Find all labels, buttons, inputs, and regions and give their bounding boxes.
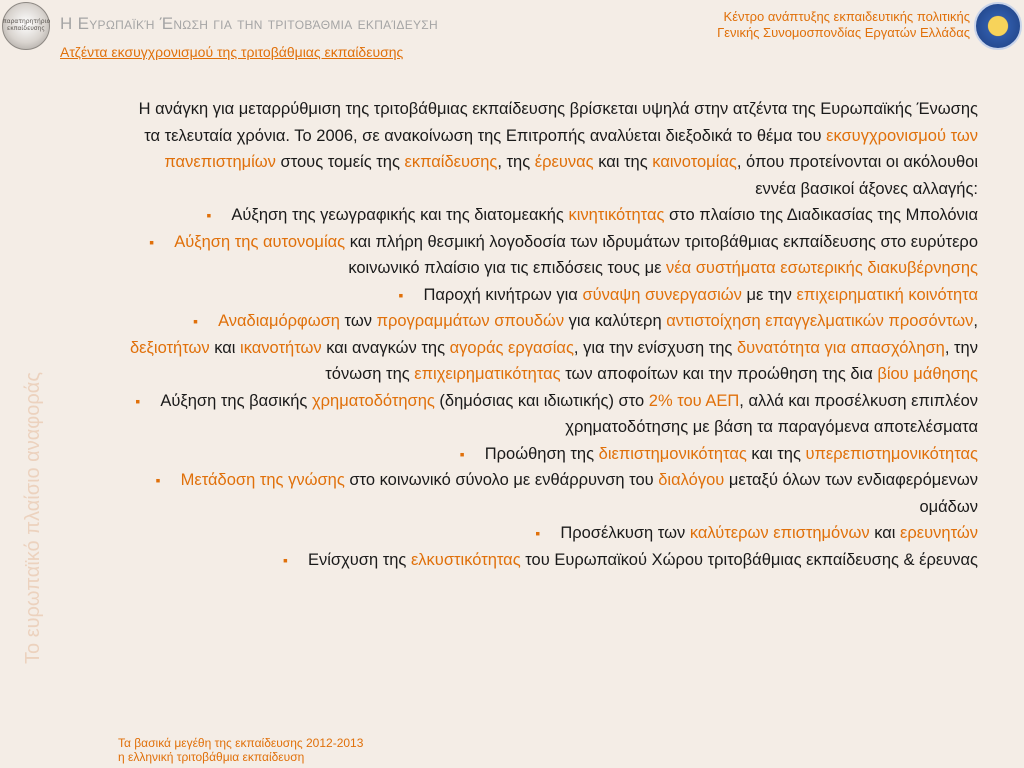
bullet-text: Ενίσχυση της	[307, 550, 411, 569]
bullet-highlight: Αναδιαμόρφωση	[218, 312, 340, 330]
bullet-item-8	[120, 520, 978, 547]
bullet-item-9	[120, 547, 978, 574]
bullet-highlight: νέα συστήματα εσωτερικής διακυβέρνησης	[666, 259, 978, 277]
bullet-highlight: καλύτερων επιστημόνων	[689, 524, 870, 542]
bullet-item-3	[120, 282, 978, 309]
bullet-text: των	[339, 312, 377, 330]
organization-line-2: Γενικής Συνομοσπονδίας Εργατών Ελλάδας	[717, 25, 970, 40]
observatory-logo-text: παρατηρητήριο εκπαίδευσης	[3, 18, 51, 32]
bullet-text: ,	[973, 312, 978, 330]
bullet-text: του Ευρωπαϊκού Χώρου τριτοβάθμιας εκπαίδευσης & έρευνας	[520, 550, 978, 569]
intro-highlight: εκσυγχρονισμού των πανεπιστημίων	[164, 126, 978, 171]
bullet-text: , για την ενίσχυση της	[573, 338, 737, 357]
organization-name	[717, 9, 970, 41]
bullet-highlight: χρηματοδότησης	[311, 391, 435, 410]
intro-text: Η ανάγκη για μεταρρύθμιση της τριτοβάθμιας εκπαίδευσης βρίσκεται υψηλά στην ατζέντα της Ευρωπαϊκής Ένωσης τα τελευταία χρόνια. Το 2006, σε ανακοίνωση της Επιτροπής αναλύεται διεξοδικά το θέμα του	[138, 100, 978, 145]
bullet-text: Προσέλκυση των	[560, 524, 690, 542]
side-label: Το ευρωπαϊκό πλαίσιο αναφοράς	[22, 372, 44, 664]
intro-text: , όπου προτείνονται οι ακόλουθοι εννέα βασικοί άξονες αλλαγής:	[736, 153, 978, 198]
intro-text: στους τομείς της	[275, 153, 405, 171]
bullet-text: στο κοινωνικό σύνολο με ενθάρρυνση του	[344, 471, 659, 489]
slide-subtitle: Ατζέντα εκσυγχρονισμού της τριτοβάθμιας εκπαίδευσης	[60, 44, 404, 60]
intro-text: , της	[497, 153, 535, 171]
bullet-highlight: διεπιστημονικότητας	[598, 444, 747, 463]
bullet-highlight: σύναψη συνεργασιών	[582, 285, 742, 304]
bullet-text: , την τόνωση της	[325, 338, 978, 383]
bullet-highlight: επιχειρηματικότητας	[414, 365, 561, 383]
bullet-item-4	[120, 308, 978, 388]
bullet-highlight: αντιστοίχηση επαγγελματικών προσόντων	[666, 312, 974, 330]
intro-highlight: καινοτομίας	[652, 153, 737, 171]
footer	[118, 736, 363, 764]
intro-highlight: εκπαίδευσης	[404, 153, 498, 171]
intro-highlight: έρευνας	[534, 153, 594, 171]
footer-line-1: Τα βασικά μεγέθη της εκπαίδευσης 2012-2013	[118, 736, 364, 750]
bullet-text: στο πλαίσιο της Διαδικασίας της Μπολόνια	[664, 206, 978, 224]
bullet-text: και πλήρη θεσμική λογοδοσία των ιδρυμάτων τριτοβάθμιας εκπαίδευσης στο ευρύτερο κοινωνικό πλαίσιο για τις επιδόσεις τους με	[345, 232, 978, 277]
bullet-text: μεταξύ όλων των ενδιαφερόμενων ομάδων	[724, 471, 978, 516]
slide-body	[120, 96, 978, 573]
observatory-logo	[2, 2, 50, 50]
gsee-logo-center	[988, 16, 1008, 36]
bullet-highlight: υπερεπιστημονικότητας	[805, 444, 978, 463]
bullet-text: Παροχή κινήτρων για	[423, 285, 583, 304]
bullet-highlight: αγοράς εργασίας	[449, 338, 574, 357]
slide-title: Η Ευρωπαϊκή Ένωση για την τριτοβάθμια εκπαίδευση	[60, 14, 438, 33]
footer-line-2: η ελληνική τριτοβάθμια εκπαίδευση	[118, 750, 305, 764]
bullet-item-6	[120, 441, 978, 468]
bullet-item-7	[120, 467, 978, 520]
intro-text: και της	[593, 153, 653, 171]
bullet-text: με την	[741, 285, 797, 304]
bullet-highlight: βίου μάθησης	[877, 365, 978, 383]
bullet-text: και αναγκών της	[321, 338, 450, 357]
bullet-text: Αύξηση της βασικής	[160, 391, 312, 410]
bullet-text: Αύξηση της γεωγραφικής και της διατομεακής	[231, 206, 569, 224]
bullet-text: για καλύτερη	[564, 312, 667, 330]
bullet-highlight: ικανοτήτων	[240, 338, 322, 357]
bullet-text: Προώθηση της	[484, 444, 599, 463]
bullet-text: των αποφοίτων και την προώθηση της δια	[560, 365, 878, 383]
bullet-highlight: κινητικότητας	[568, 206, 665, 224]
bullet-highlight: ερευνητών	[900, 524, 978, 542]
organization-line-1: Κέντρο ανάπτυξης εκπαιδευτικής πολιτικής	[723, 9, 970, 24]
bullet-text: , αλλά και προσέλκυση επιπλέον χρηματοδότησης με βάση τα παραγόμενα αποτελέσματα	[565, 391, 978, 436]
bullet-highlight: Μετάδοση της γνώσης	[180, 471, 345, 489]
bullet-highlight: επιχειρηματική κοινότητα	[796, 285, 978, 304]
bullet-item-2	[120, 229, 978, 282]
bullet-highlight: προγραμμάτων σπουδών	[376, 312, 565, 330]
bullet-text: και	[869, 524, 901, 542]
bullet-highlight: δυνατότητα για απασχόληση	[736, 338, 945, 357]
intro-paragraph	[120, 96, 978, 202]
bullet-text: και της	[746, 444, 806, 463]
bullet-highlight: δεξιοτήτων	[129, 338, 210, 357]
bullet-highlight: διαλόγου	[658, 471, 725, 489]
bullet-highlight: 2% του ΑΕΠ	[648, 391, 740, 410]
gsee-logo	[974, 2, 1022, 50]
bullet-highlight: ελκυστικότητας	[410, 550, 521, 569]
bullet-item-5	[120, 388, 978, 441]
bullet-item-1	[120, 202, 978, 229]
bullet-text: και	[209, 338, 241, 357]
bullet-text: (δημόσιας και ιδιωτικής) στο	[434, 391, 649, 410]
bullet-highlight: Αύξηση της αυτονομίας	[174, 232, 346, 251]
